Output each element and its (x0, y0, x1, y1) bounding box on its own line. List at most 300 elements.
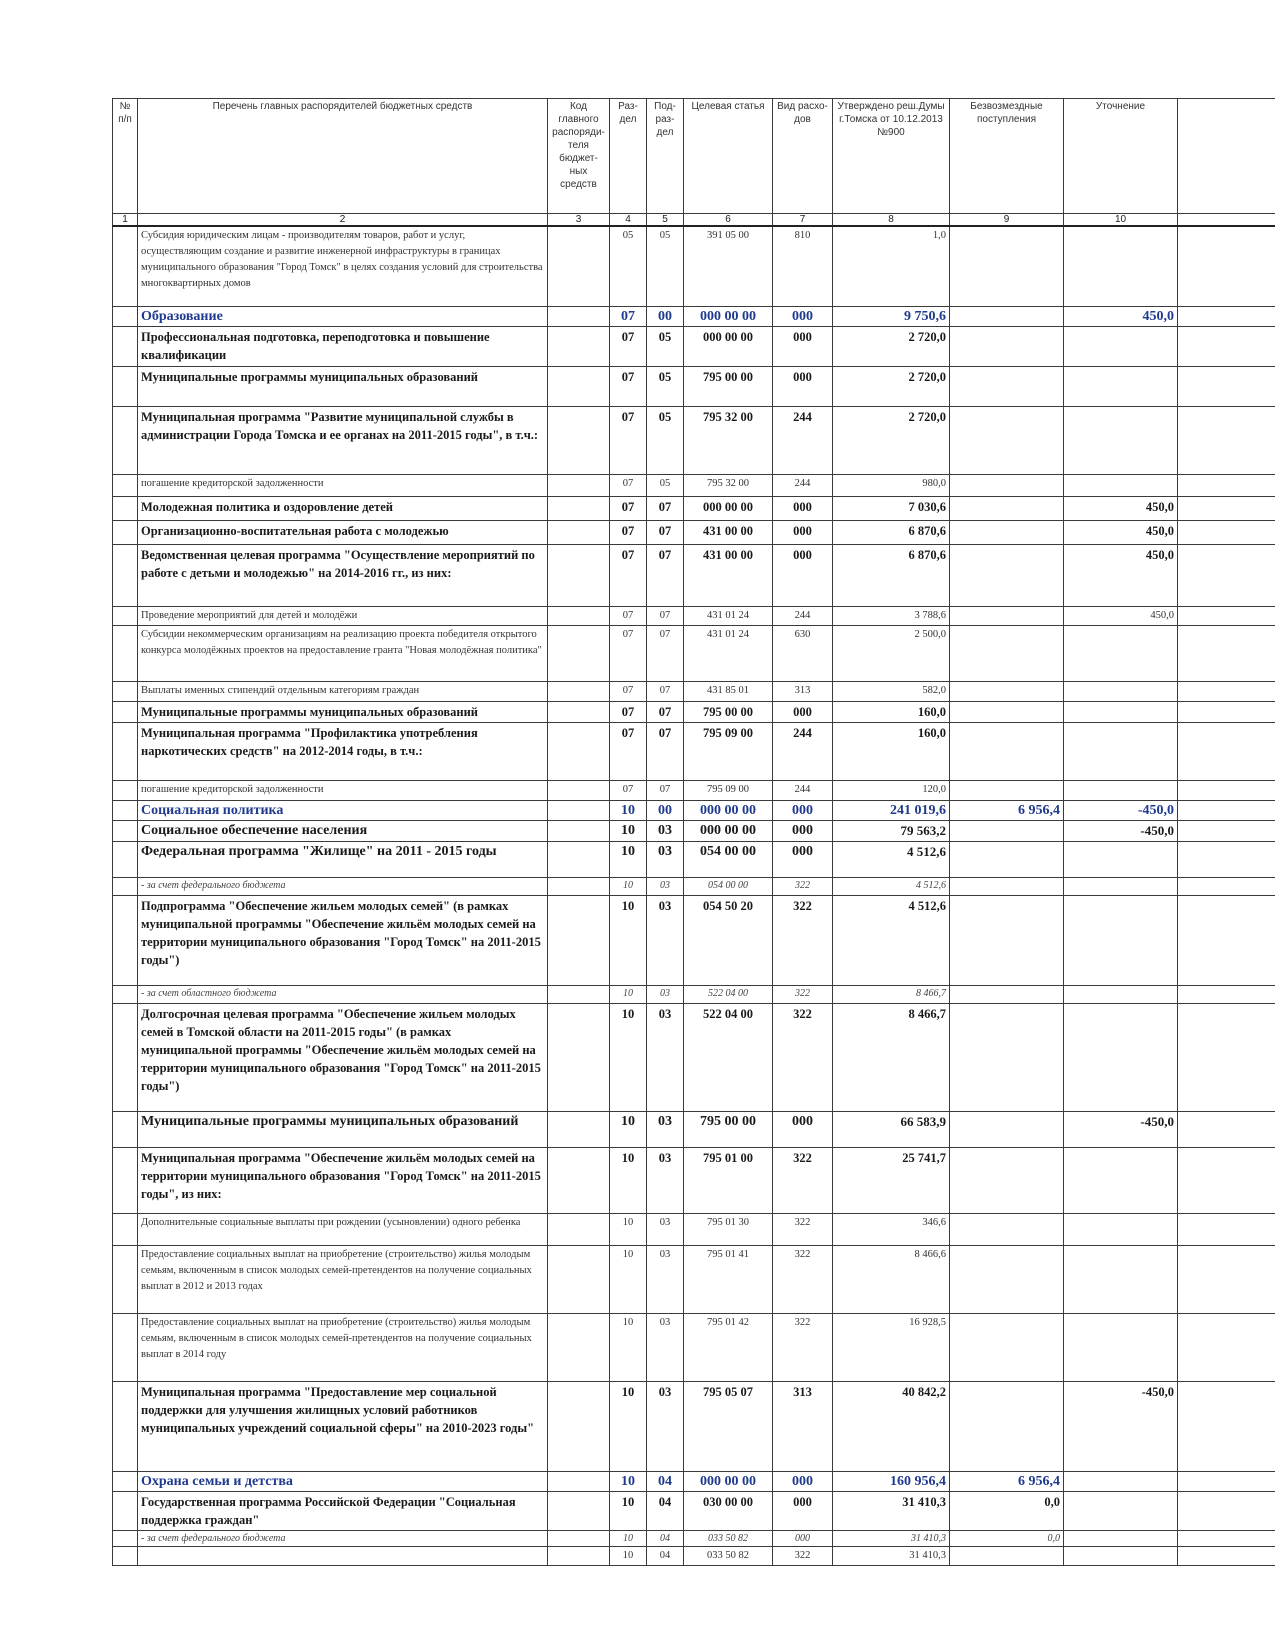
row-clarify: 450,0 (1064, 520, 1178, 544)
row-approved: 160 956,4 (833, 1471, 950, 1491)
table-row (113, 841, 1275, 877)
row-razdel: 10 (610, 800, 647, 820)
row-razdel: 07 (610, 306, 647, 326)
row-razdel: 07 (610, 606, 647, 625)
row-extra (1178, 1147, 1275, 1213)
row-podrazdel: 07 (647, 722, 684, 780)
colnum: 5 (647, 214, 684, 227)
row-podrazdel: 05 (647, 366, 684, 406)
row-approved: 241 019,6 (833, 800, 950, 820)
row-extra (1178, 681, 1275, 701)
row-approved: 4 512,6 (833, 877, 950, 895)
row-razdel: 10 (610, 985, 647, 1003)
budget-table (112, 98, 1275, 1566)
row-razdel: 07 (610, 681, 647, 701)
row-name: Ведомственная целевая программа "Осуществление мероприятий по работе с детьми и молодежью" на 2014-2016 гг., из них: (138, 544, 548, 606)
row-code (548, 1147, 610, 1213)
table-row (113, 474, 1275, 496)
row-target: 522 04 00 (684, 985, 773, 1003)
colnum-extra (1178, 214, 1275, 227)
row-razdel: 07 (610, 406, 647, 474)
row-num (113, 1003, 138, 1111)
row-target: 033 50 82 (684, 1530, 773, 1546)
header-approved: Утверждено реш.Думы г.Томска от 10.12.2013 №900 (833, 99, 950, 214)
row-podrazdel: 03 (647, 1003, 684, 1111)
row-num (113, 544, 138, 606)
row-vid: 000 (773, 326, 833, 366)
row-clarify: -450,0 (1064, 1381, 1178, 1471)
row-free (950, 820, 1064, 841)
table-row (113, 1003, 1275, 1111)
row-target: 000 00 00 (684, 496, 773, 520)
row-approved: 16 928,5 (833, 1313, 950, 1381)
colnum: 8 (833, 214, 950, 227)
row-extra (1178, 1245, 1275, 1313)
row-num (113, 780, 138, 800)
row-approved: 160,0 (833, 701, 950, 722)
row-vid: 313 (773, 1381, 833, 1471)
header-extra (1178, 99, 1275, 214)
row-podrazdel: 07 (647, 625, 684, 681)
row-free (950, 606, 1064, 625)
row-approved: 6 870,6 (833, 520, 950, 544)
row-num (113, 474, 138, 496)
row-podrazdel: 03 (647, 1213, 684, 1245)
table-row (113, 496, 1275, 520)
row-target: 795 01 30 (684, 1213, 773, 1245)
row-vid: 000 (773, 820, 833, 841)
row-extra (1178, 1381, 1275, 1471)
row-vid: 000 (773, 1471, 833, 1491)
row-extra (1178, 1491, 1275, 1530)
row-target: 431 00 00 (684, 520, 773, 544)
row-num (113, 1245, 138, 1313)
table-body (113, 226, 1275, 1565)
table-row (113, 895, 1275, 985)
row-free (950, 326, 1064, 366)
row-vid: 000 (773, 800, 833, 820)
row-target: 431 00 00 (684, 544, 773, 606)
row-vid: 000 (773, 841, 833, 877)
table-row (113, 780, 1275, 800)
row-code (548, 1530, 610, 1546)
row-num (113, 496, 138, 520)
row-name: Муниципальная программа "Развитие муниципальной службы в администрации Города Томска и ее органах на 2011-2015 годы", в т.ч.: (138, 406, 548, 474)
row-free (950, 406, 1064, 474)
row-code (548, 306, 610, 326)
row-target: 000 00 00 (684, 820, 773, 841)
row-clarify (1064, 681, 1178, 701)
row-razdel: 07 (610, 520, 647, 544)
row-free (950, 722, 1064, 780)
row-num (113, 1530, 138, 1546)
row-extra (1178, 544, 1275, 606)
row-approved: 6 870,6 (833, 544, 950, 606)
row-extra (1178, 226, 1275, 306)
header-clarify: Уточнение (1064, 99, 1178, 214)
row-code (548, 406, 610, 474)
row-code (548, 1003, 610, 1111)
row-podrazdel: 05 (647, 474, 684, 496)
row-extra (1178, 895, 1275, 985)
row-podrazdel: 07 (647, 681, 684, 701)
row-name: Муниципальные программы муниципальных образований (138, 366, 548, 406)
row-vid: 322 (773, 1546, 833, 1565)
row-num (113, 366, 138, 406)
colnum: 1 (113, 214, 138, 227)
row-extra (1178, 701, 1275, 722)
row-code (548, 544, 610, 606)
row-podrazdel: 03 (647, 1313, 684, 1381)
row-podrazdel: 00 (647, 800, 684, 820)
row-num (113, 1546, 138, 1565)
row-razdel: 10 (610, 1111, 647, 1147)
row-podrazdel: 05 (647, 406, 684, 474)
row-num (113, 1491, 138, 1530)
row-extra (1178, 625, 1275, 681)
row-num (113, 1147, 138, 1213)
row-free (950, 1213, 1064, 1245)
row-code (548, 681, 610, 701)
table-row (113, 877, 1275, 895)
row-podrazdel: 04 (647, 1471, 684, 1491)
row-extra (1178, 820, 1275, 841)
row-target: 054 00 00 (684, 841, 773, 877)
row-razdel: 10 (610, 1147, 647, 1213)
row-approved: 25 741,7 (833, 1147, 950, 1213)
row-vid: 630 (773, 625, 833, 681)
table-row (113, 306, 1275, 326)
row-code (548, 520, 610, 544)
budget-table-sheet (112, 98, 1275, 1650)
row-clarify: -450,0 (1064, 820, 1178, 841)
row-name: - за счет федерального бюджета (138, 877, 548, 895)
row-clarify (1064, 226, 1178, 306)
row-free (950, 1147, 1064, 1213)
row-clarify (1064, 780, 1178, 800)
header-target: Целевая статья (684, 99, 773, 214)
table-row (113, 625, 1275, 681)
row-approved: 31 410,3 (833, 1530, 950, 1546)
row-name: Долгосрочная целевая программа "Обеспечение жильем молодых семей в Томской области на 2011-2015 годы" (в рамках муниципальной программы "Обеспечение жильём молодых семей на территории муниципального образования "Город Томск" на 2011-2015 годы") (138, 1003, 548, 1111)
row-extra (1178, 606, 1275, 625)
row-approved: 7 030,6 (833, 496, 950, 520)
row-free (950, 1313, 1064, 1381)
row-free: 6 956,4 (950, 800, 1064, 820)
row-extra (1178, 841, 1275, 877)
row-razdel: 07 (610, 722, 647, 780)
row-razdel: 10 (610, 1245, 647, 1313)
row-clarify (1064, 701, 1178, 722)
row-target: 033 50 82 (684, 1546, 773, 1565)
row-code (548, 496, 610, 520)
table-row (113, 1546, 1275, 1565)
row-vid: 322 (773, 985, 833, 1003)
row-approved: 2 720,0 (833, 366, 950, 406)
table-row (113, 1111, 1275, 1147)
row-clarify (1064, 366, 1178, 406)
row-vid: 322 (773, 1213, 833, 1245)
header-num: № п/п (113, 99, 138, 214)
row-code (548, 1381, 610, 1471)
row-clarify (1064, 1530, 1178, 1546)
row-free (950, 877, 1064, 895)
row-approved: 1,0 (833, 226, 950, 306)
row-free: 0,0 (950, 1530, 1064, 1546)
row-code (548, 1245, 610, 1313)
row-extra (1178, 1530, 1275, 1546)
header-code: Код главного распоряди-теля бюджет-ных средств (548, 99, 610, 214)
header-vid: Вид расхо-дов (773, 99, 833, 214)
row-vid: 000 (773, 520, 833, 544)
header-razdel: Раз-дел (610, 99, 647, 214)
row-extra (1178, 326, 1275, 366)
row-code (548, 1546, 610, 1565)
row-vid: 000 (773, 544, 833, 606)
row-name: Муниципальная программа "Предоставление мер социальной поддержки для улучшения жилищных условий работников муниципальных учреждений социальной сферы" на 2010-2023 годы" (138, 1381, 548, 1471)
row-num (113, 625, 138, 681)
table-row (113, 326, 1275, 366)
table-row (113, 606, 1275, 625)
row-free (950, 1111, 1064, 1147)
row-free (950, 496, 1064, 520)
row-free (950, 544, 1064, 606)
row-num (113, 701, 138, 722)
row-target: 795 32 00 (684, 406, 773, 474)
row-target: 795 00 00 (684, 366, 773, 406)
row-podrazdel: 03 (647, 1245, 684, 1313)
row-vid: 244 (773, 722, 833, 780)
row-clarify (1064, 326, 1178, 366)
header-row (113, 99, 1275, 214)
row-vid: 810 (773, 226, 833, 306)
row-name: Муниципальная программа "Обеспечение жильём молодых семей на территории муниципального образования "Город Томск" на 2011-2015 годы", из них: (138, 1147, 548, 1213)
row-approved: 2 720,0 (833, 326, 950, 366)
row-podrazdel: 07 (647, 544, 684, 606)
row-extra (1178, 800, 1275, 820)
row-clarify (1064, 1213, 1178, 1245)
row-free (950, 841, 1064, 877)
row-target: 431 01 24 (684, 606, 773, 625)
row-free: 0,0 (950, 1491, 1064, 1530)
table-row (113, 1245, 1275, 1313)
row-code (548, 366, 610, 406)
row-target: 795 32 00 (684, 474, 773, 496)
row-vid: 322 (773, 1003, 833, 1111)
row-free (950, 474, 1064, 496)
row-free (950, 625, 1064, 681)
row-approved: 66 583,9 (833, 1111, 950, 1147)
row-podrazdel: 03 (647, 820, 684, 841)
row-razdel: 05 (610, 226, 647, 306)
row-approved: 31 410,3 (833, 1491, 950, 1530)
row-target: 000 00 00 (684, 800, 773, 820)
row-code (548, 820, 610, 841)
table-row (113, 1381, 1275, 1471)
row-code (548, 841, 610, 877)
row-extra (1178, 877, 1275, 895)
row-target: 795 00 00 (684, 1111, 773, 1147)
row-approved: 980,0 (833, 474, 950, 496)
row-name: Федеральная программа "Жилище" на 2011 - 2015 годы (138, 841, 548, 877)
row-razdel: 07 (610, 326, 647, 366)
row-num (113, 1381, 138, 1471)
row-extra (1178, 985, 1275, 1003)
row-vid: 000 (773, 306, 833, 326)
row-razdel: 10 (610, 820, 647, 841)
colnum: 6 (684, 214, 773, 227)
row-podrazdel: 03 (647, 1147, 684, 1213)
row-free (950, 701, 1064, 722)
row-num (113, 800, 138, 820)
row-code (548, 1491, 610, 1530)
row-clarify (1064, 1471, 1178, 1491)
row-num (113, 877, 138, 895)
row-approved: 3 788,6 (833, 606, 950, 625)
row-code (548, 625, 610, 681)
row-name: - за счет областного бюджета (138, 985, 548, 1003)
row-extra (1178, 780, 1275, 800)
row-code (548, 474, 610, 496)
table-row (113, 366, 1275, 406)
row-podrazdel: 05 (647, 226, 684, 306)
row-vid: 244 (773, 406, 833, 474)
table-row (113, 1147, 1275, 1213)
row-name: погашение кредиторской задолженности (138, 780, 548, 800)
row-extra (1178, 722, 1275, 780)
row-target: 054 50 20 (684, 895, 773, 985)
row-extra (1178, 520, 1275, 544)
row-code (548, 722, 610, 780)
row-approved: 79 563,2 (833, 820, 950, 841)
row-clarify (1064, 1245, 1178, 1313)
colnum: 10 (1064, 214, 1178, 227)
row-razdel: 07 (610, 780, 647, 800)
row-approved: 120,0 (833, 780, 950, 800)
row-code (548, 877, 610, 895)
row-name: Социальное обеспечение населения (138, 820, 548, 841)
row-vid: 000 (773, 1491, 833, 1530)
row-extra (1178, 406, 1275, 474)
row-target: 391 05 00 (684, 226, 773, 306)
row-target: 795 00 00 (684, 701, 773, 722)
header-free: Безвозмездные поступления (950, 99, 1064, 214)
table-row (113, 544, 1275, 606)
column-number-row (113, 214, 1275, 227)
row-extra (1178, 1471, 1275, 1491)
row-extra (1178, 306, 1275, 326)
table-row (113, 701, 1275, 722)
row-approved: 160,0 (833, 722, 950, 780)
colnum: 2 (138, 214, 548, 227)
row-clarify (1064, 877, 1178, 895)
table-row (113, 722, 1275, 780)
row-podrazdel: 04 (647, 1546, 684, 1565)
colnum: 9 (950, 214, 1064, 227)
row-razdel: 07 (610, 496, 647, 520)
row-code (548, 985, 610, 1003)
row-podrazdel: 03 (647, 877, 684, 895)
row-target: 431 85 01 (684, 681, 773, 701)
row-clarify: -450,0 (1064, 800, 1178, 820)
row-vid: 244 (773, 780, 833, 800)
row-name: Профессиональная подготовка, переподготовка и повышение квалификации (138, 326, 548, 366)
row-name: Предоставление социальных выплат на приобретение (строительство) жилья молодым семьям, включенным в список молодых семей-претендентов на получение социальных выплат в 2012 и 2013 годах (138, 1245, 548, 1313)
row-num (113, 306, 138, 326)
row-target: 795 01 41 (684, 1245, 773, 1313)
row-target: 030 00 00 (684, 1491, 773, 1530)
row-num (113, 895, 138, 985)
row-code (548, 1313, 610, 1381)
row-free (950, 1546, 1064, 1565)
row-podrazdel: 07 (647, 780, 684, 800)
row-razdel: 10 (610, 1381, 647, 1471)
row-clarify (1064, 985, 1178, 1003)
row-vid: 244 (773, 474, 833, 496)
row-code (548, 326, 610, 366)
row-code (548, 800, 610, 820)
row-name: Муниципальные программы муниципальных образований (138, 701, 548, 722)
row-razdel: 10 (610, 1491, 647, 1530)
row-target: 795 05 07 (684, 1381, 773, 1471)
row-extra (1178, 1546, 1275, 1565)
row-clarify (1064, 406, 1178, 474)
row-extra (1178, 1213, 1275, 1245)
row-podrazdel: 04 (647, 1530, 684, 1546)
row-name: Муниципальные программы муниципальных образований (138, 1111, 548, 1147)
table-row (113, 820, 1275, 841)
row-free (950, 1003, 1064, 1111)
row-vid: 000 (773, 701, 833, 722)
row-num (113, 985, 138, 1003)
row-free (950, 366, 1064, 406)
row-clarify: 450,0 (1064, 544, 1178, 606)
header-podrazdel: Под-раз-дел (647, 99, 684, 214)
row-name (138, 1546, 548, 1565)
row-clarify (1064, 1546, 1178, 1565)
row-target: 795 01 00 (684, 1147, 773, 1213)
row-clarify: 450,0 (1064, 496, 1178, 520)
row-name: Проведение мероприятий для детей и молодёжи (138, 606, 548, 625)
row-approved: 31 410,3 (833, 1546, 950, 1565)
row-clarify (1064, 474, 1178, 496)
row-razdel: 07 (610, 625, 647, 681)
row-name: Муниципальная программа "Профилактика употребления наркотических средств" на 2012-2014 годы, в т.ч.: (138, 722, 548, 780)
row-name: Субсидии некоммерческим организациям на реализацию проекта победителя открытого конкурса молодёжных проектов на предоставление гранта "Новая молодёжная политика" (138, 625, 548, 681)
row-name: погашение кредиторской задолженности (138, 474, 548, 496)
row-approved: 582,0 (833, 681, 950, 701)
row-razdel: 10 (610, 1213, 647, 1245)
row-code (548, 1213, 610, 1245)
table-row (113, 406, 1275, 474)
row-num (113, 520, 138, 544)
row-clarify: -450,0 (1064, 1111, 1178, 1147)
row-approved: 8 466,6 (833, 1245, 950, 1313)
row-target: 522 04 00 (684, 1003, 773, 1111)
row-extra (1178, 474, 1275, 496)
row-podrazdel: 07 (647, 520, 684, 544)
row-name: - за счет федерального бюджета (138, 1530, 548, 1546)
row-clarify (1064, 722, 1178, 780)
row-clarify (1064, 1491, 1178, 1530)
row-num (113, 820, 138, 841)
row-code (548, 1471, 610, 1491)
row-num (113, 681, 138, 701)
row-name: Подпрограмма "Обеспечение жильем молодых семей" (в рамках муниципальной программы "Обеспечение жильём молодых семей на территории муниципального образования "Город Томск" на 2011-2015 годы") (138, 895, 548, 985)
row-target: 000 00 00 (684, 306, 773, 326)
row-approved: 346,6 (833, 1213, 950, 1245)
row-code (548, 606, 610, 625)
